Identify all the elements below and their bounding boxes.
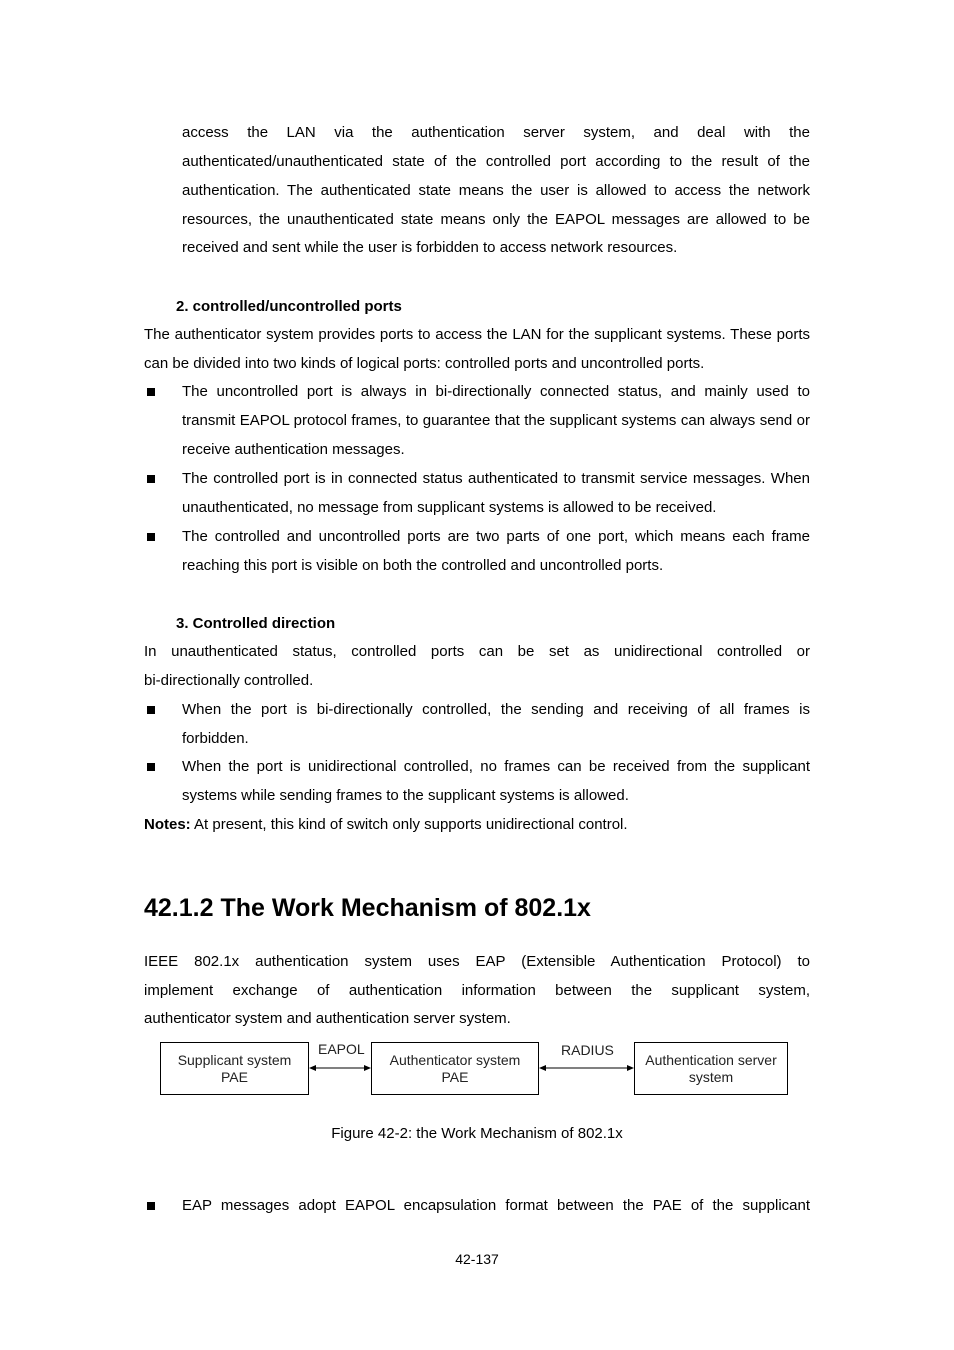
authenticator-box-line1: Authenticator system	[389, 1051, 521, 1068]
supplicant-box-line2: PAE	[221, 1068, 248, 1085]
section-3-body-line2: bi-directionally controlled.	[144, 672, 314, 689]
diagram-arrows	[309, 1060, 634, 1076]
eapol-arrow-icon	[309, 1065, 371, 1071]
list-item	[144, 523, 810, 581]
section-body-line1: IEEE 802.1x authentication system uses EAP (Extensible Authentication Protocol) to	[144, 953, 810, 970]
bullet-text: The controlled and uncontrolled ports are two parts of one port, which means each frame reaching this port is visible on both the controlled and uncontrolled ports.	[182, 528, 810, 574]
intro-paragraph: authenticated/unauthenticated state of the controlled port according to the result of the authentication. The authenticated state means the user is allowed to access the network resources, the unauthenticated state means only the EAPOL messages are allowed to be received and sent while the user is forbidden to access network resources.	[182, 153, 810, 257]
section-heading: 42.1.2 The Work Mechanism of 802.1x	[144, 894, 591, 922]
bullet-text: The controlled port is in connected status authenticated to transmit service messages. When unauthenticated, no message from supplicant systems is allowed to be received.	[182, 470, 810, 516]
section-body-line3: authenticator system and authentication server system.	[144, 1010, 511, 1027]
square-bullet-icon	[147, 475, 155, 483]
bullet-text: When the port is bi-directionally controlled, the sending and receiving of all frames is forbidden.	[182, 701, 810, 747]
list-item	[144, 753, 810, 811]
notes-paragraph	[144, 811, 810, 840]
radius-arrow-icon	[539, 1065, 634, 1071]
section-2-body: The authenticator system provides ports to access the LAN for the supplicant systems. These ports can be divided into two kinds of logical ports: controlled ports and uncontrolled ports.	[144, 326, 810, 372]
auth-server-box-line2: system	[688, 1068, 734, 1085]
bullet-text: EAP messages adopt EAPOL encapsulation format between the PAE of the supplicant	[182, 1197, 810, 1214]
eapol-label: EAPOL	[318, 1041, 365, 1057]
list-item	[144, 465, 810, 523]
auth-server-box	[634, 1042, 788, 1095]
square-bullet-icon	[147, 706, 155, 714]
bullet-text: When the port is unidirectional controlled, no frames can be received from the supplicant systems while sending frames to the supplicant systems is allowed.	[182, 758, 810, 804]
notes-label: Notes:	[144, 816, 191, 833]
authenticator-box-line2: PAE	[441, 1068, 469, 1085]
list-item	[144, 696, 810, 754]
supplicant-box	[160, 1042, 309, 1095]
intro-first-line: access the LAN via the authentication server system, and deal with the	[182, 124, 810, 141]
square-bullet-icon	[147, 533, 155, 541]
square-bullet-icon	[147, 388, 155, 396]
square-bullet-icon	[147, 1202, 155, 1210]
square-bullet-icon	[147, 763, 155, 771]
section-3-body-line1: In unauthenticated status, controlled ports can be set as unidirectional controlled or	[144, 643, 810, 660]
radius-label: RADIUS	[561, 1042, 614, 1058]
section-body-line2: implement exchange of authentication information between the supplicant system,	[144, 982, 810, 999]
bullet-text: The uncontrolled port is always in bi-directionally connected status, and mainly used to transmit EAPOL protocol frames, to guarantee that the supplicant systems can always send or receive authentication messages.	[182, 383, 810, 458]
supplicant-box-line1: Supplicant system	[177, 1051, 292, 1068]
page-number: 42-137	[455, 1251, 499, 1267]
notes-text: At present, this kind of switch only supports unidirectional control.	[190, 816, 628, 833]
list-item	[144, 378, 810, 464]
section-3-heading: 3. Controlled direction	[176, 615, 336, 632]
figure-caption: Figure 42-2: the Work Mechanism of 802.1x	[331, 1125, 623, 1142]
section-2-heading: 2. controlled/uncontrolled ports	[176, 298, 402, 315]
list-item	[144, 1192, 810, 1221]
auth-server-box-line1: Authentication server	[645, 1051, 777, 1068]
